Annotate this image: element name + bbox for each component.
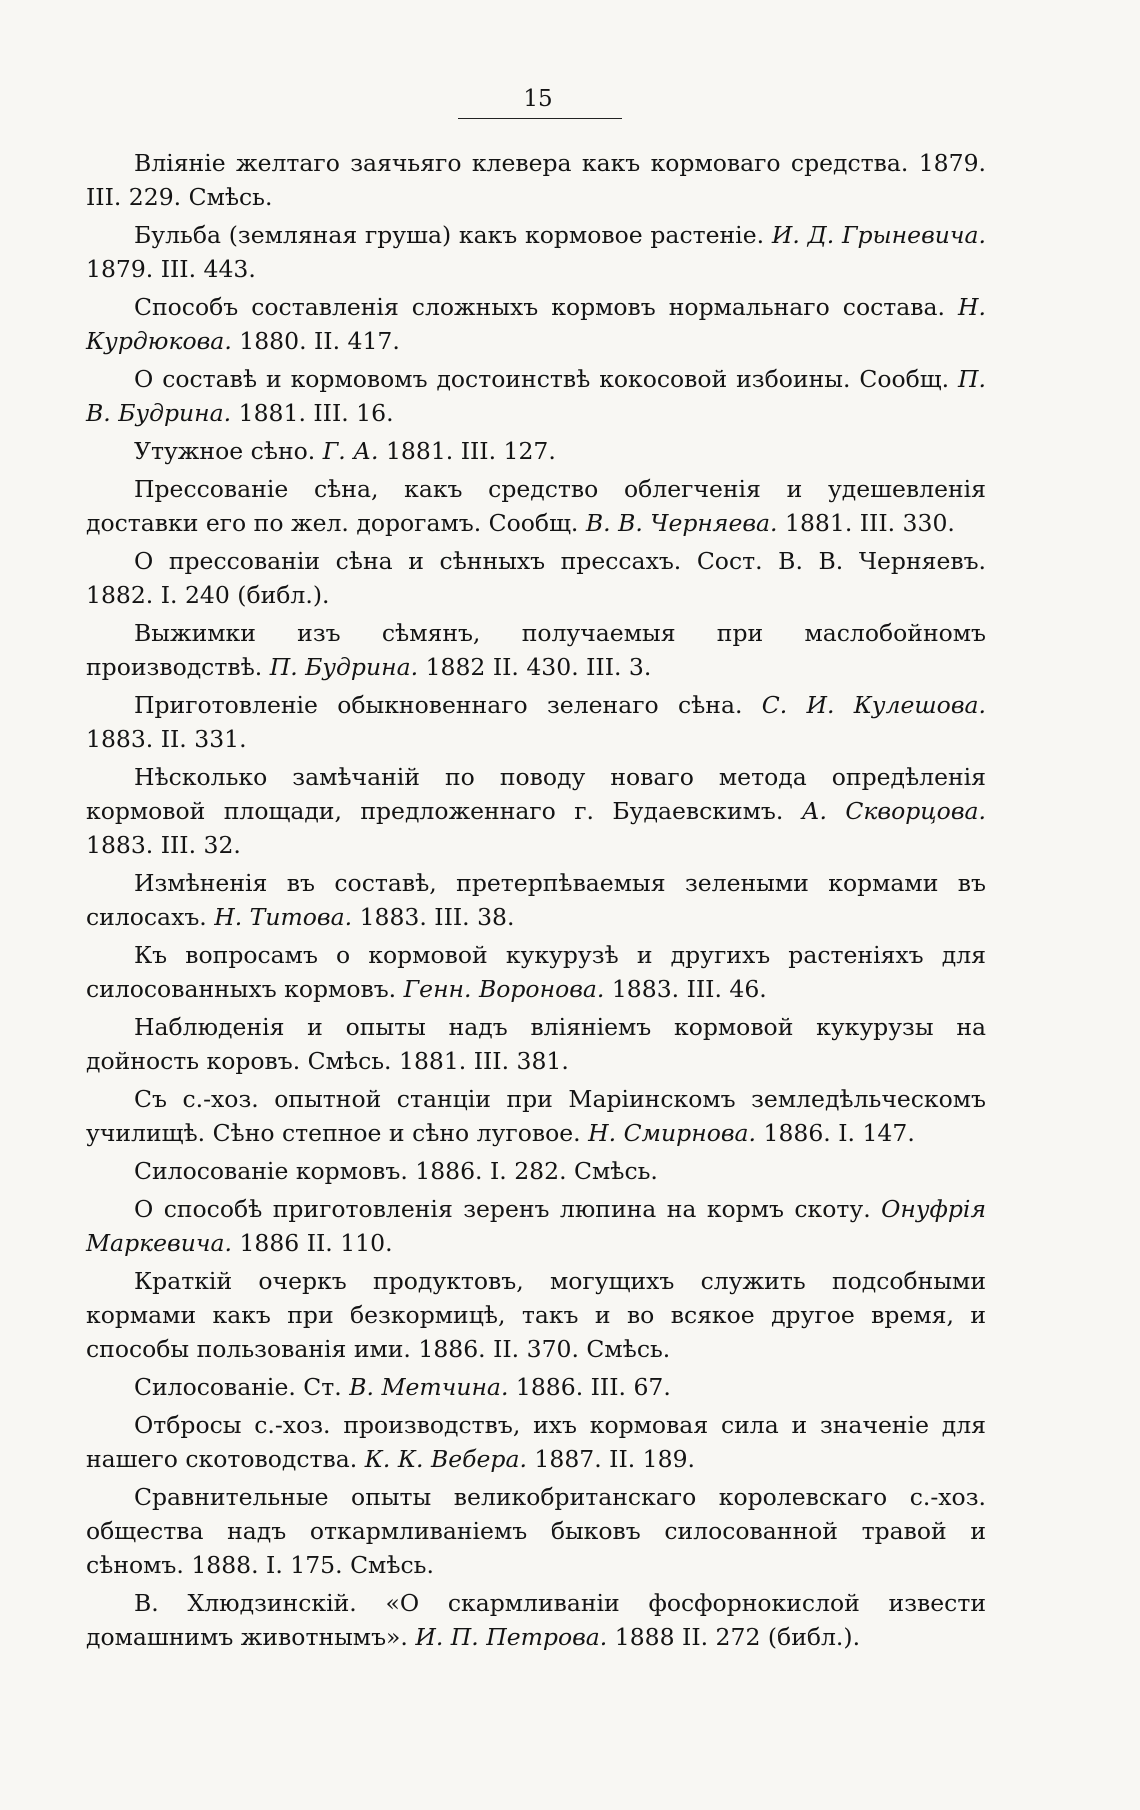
entry-author: В. В. Черняева. (585, 509, 778, 537)
entry-citation: 1886. I. 147. (763, 1119, 915, 1147)
entry-title: Прессованіе сѣна, какъ средство облегченія и удешевленія доставки его по жел. дорогамъ. Сообщ. (86, 475, 986, 537)
entry-author: В. Метчина. (349, 1373, 509, 1401)
entry-title: О составѣ и кормовомъ достоинствѣ кокосовой избоины. Сообщ. (134, 365, 950, 393)
entry-citation: 1883. III. 38. (359, 903, 515, 931)
entry-title: Къ вопросамъ о кормовой кукурузѣ и другихъ растеніяхъ для силосованныхъ кормовъ. (86, 941, 986, 1003)
entry-citation: 1883. III. 46. (611, 975, 767, 1003)
entry-title: Сравнительные опыты великобританскаго королевскаго с.-хоз. общества надъ откармливаніемъ быковъ силосованной травой и сѣномъ. 1888. I. 175. Смѣсь. (86, 1483, 986, 1579)
entry-author: П. В. Будрина. (86, 365, 986, 427)
bibliography-entry (86, 1192, 986, 1260)
bibliography-entry (86, 362, 986, 430)
entry-title: Наблюденія и опыты надъ вліяніемъ кормовой кукурузы на дойность коровъ. Смѣсь. 1881. III. 381. (86, 1013, 986, 1075)
bibliography-entry (86, 1082, 986, 1150)
header-rule (458, 118, 622, 119)
entry-citation: 1881. III. 330. (785, 509, 955, 537)
entry-author: Генн. Воронова. (403, 975, 605, 1003)
bibliography-entry (86, 146, 986, 214)
bibliography-entry (86, 1154, 986, 1188)
entry-citation: 1887. II. 189. (534, 1445, 695, 1473)
bibliography-entry (86, 1264, 986, 1366)
entry-citation: 1888 II. 272 (библ.). (614, 1623, 861, 1651)
entry-citation: 1882 II. 430. III. 3. (425, 653, 652, 681)
bibliography-entry (86, 1370, 986, 1404)
entry-title: Приготовленіе обыкновеннаго зеленаго сѣна. (134, 691, 743, 719)
entry-title: Измѣненія въ составѣ, претерпѣваемыя зелеными кормами въ силосахъ. (86, 869, 986, 931)
bibliography-entry (86, 688, 986, 756)
entry-title: Съ с.-хоз. опытной станціи при Маріинскомъ земледѣльческомъ училищѣ. Сѣно степное и сѣно луговое. (86, 1085, 986, 1147)
entry-author: Н. Курдюкова. (86, 293, 986, 355)
entry-author: Н. Смирнова. (588, 1119, 757, 1147)
bibliography-entry (86, 1480, 986, 1582)
bibliography-entry (86, 616, 986, 684)
entry-title: Утужное сѣно. (134, 437, 316, 465)
entry-author: Онуфрія Маркевича. (86, 1195, 986, 1257)
bibliography-entry (86, 218, 986, 286)
bibliography-list (86, 146, 986, 1658)
entry-title: Способъ составленія сложныхъ кормовъ нормальнаго состава. (134, 293, 945, 321)
bibliography-entry (86, 1010, 986, 1078)
entry-author: П. Будрина. (269, 653, 419, 681)
entry-citation: 1886. III. 67. (515, 1373, 671, 1401)
entry-title: Силосованіе. Ст. (134, 1373, 342, 1401)
bibliography-entry (86, 434, 986, 468)
entry-title: Бульба (земляная груша) какъ кормовое растеніе. (134, 221, 765, 249)
entry-author: К. К. Вебера. (364, 1445, 527, 1473)
bibliography-entry (86, 938, 986, 1006)
bibliography-entry (86, 1586, 986, 1654)
entry-citation: 1881. III. 16. (238, 399, 394, 427)
bibliography-entry (86, 472, 986, 540)
entry-author: И. П. Петрова. (415, 1623, 608, 1651)
entry-citation: 1880. II. 417. (239, 327, 400, 355)
bibliography-entry (86, 290, 986, 358)
entry-title: Силосованіе кормовъ. 1886. I. 282. Смѣсь. (134, 1157, 658, 1185)
entry-title: Нѣсколько замѣчаній по поводу новаго метода опредѣленія кормовой площади, предложеннаго г. Будаевскимъ. (86, 763, 986, 825)
entry-author: А. Скворцова. (801, 797, 986, 825)
entry-title: О прессованіи сѣна и сѣнныхъ прессахъ. Сост. В. В. Черняевъ. 1882. I. 240 (библ.). (86, 547, 986, 609)
entry-citation: 1886 II. 110. (239, 1229, 393, 1257)
bibliography-entry (86, 866, 986, 934)
entry-citation: 1879. III. 443. (86, 255, 256, 283)
entry-author: С. И. Кулешова. (761, 691, 986, 719)
entry-title: Отбросы с.-хоз. производствъ, ихъ кормовая сила и значеніе для нашего скотоводства. (86, 1411, 986, 1473)
entry-title: Вліяніе желтаго заячьяго клевера какъ кормоваго средства. 1879. III. 229. Смѣсь. (86, 149, 986, 211)
entry-title: В. Хлюдзинскій. «О скармливаніи фосфорнокислой извести домашнимъ животнымъ». (86, 1589, 986, 1651)
entry-title: О способѣ приготовленія зеренъ люпина на кормъ скоту. (134, 1195, 871, 1223)
entry-title: Выжимки изъ сѣмянъ, получаемыя при маслобойномъ производствѣ. (86, 619, 986, 681)
entry-citation: 1883. III. 32. (86, 831, 241, 859)
bibliography-entry (86, 1408, 986, 1476)
entry-citation: 1881. III. 127. (385, 437, 556, 465)
page-number: 15 (523, 86, 553, 112)
entry-author: Н. Титова. (214, 903, 353, 931)
entry-author: И. Д. Грыневича. (771, 221, 986, 249)
entry-author: Г. А. (322, 437, 379, 465)
bibliography-entry (86, 760, 986, 862)
bibliography-entry (86, 544, 986, 612)
entry-title: Краткій очеркъ продуктовъ, могущихъ служить подсобными кормами какъ при безкормицѣ, такъ и во всякое другое время, и способы пользованія ими. 1886. II. 370. Смѣсь. (86, 1267, 986, 1363)
entry-citation: 1883. II. 331. (86, 725, 247, 753)
